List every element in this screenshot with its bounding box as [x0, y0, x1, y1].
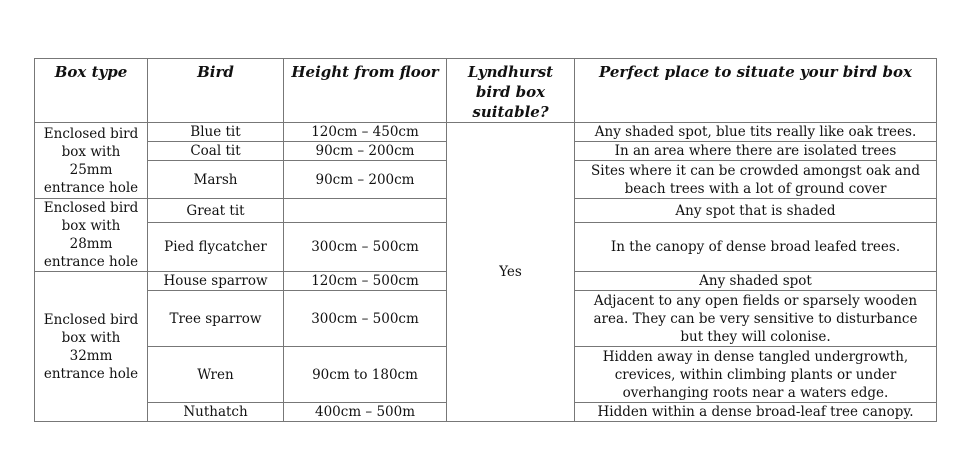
height-cell: 400cm – 500m — [284, 403, 447, 422]
header-row — [35, 59, 937, 123]
table-row — [35, 123, 937, 142]
bird-cell: Great tit — [148, 199, 284, 223]
header-box-type: Box type — [35, 59, 148, 123]
bird-cell: Blue tit — [148, 123, 284, 142]
place-cell: Hidden within a dense broad-leaf tree canopy. — [575, 403, 937, 422]
bird-cell: Nuthatch — [148, 403, 284, 422]
bird-cell: Wren — [148, 347, 284, 403]
place-cell: Any shaded spot, blue tits really like oak trees. — [575, 123, 937, 142]
bird-cell: Marsh — [148, 161, 284, 199]
bird-cell: House sparrow — [148, 272, 284, 291]
place-cell: Hidden away in dense tangled undergrowth, crevices, within climbing plants or under overhanging roots near a waters edge. — [575, 347, 937, 403]
bird-cell: Coal tit — [148, 142, 284, 161]
header-place: Perfect place to situate your bird box — [575, 59, 937, 123]
height-cell — [284, 199, 447, 223]
bird-cell: Pied flycatcher — [148, 223, 284, 272]
box-type-28mm: Enclosed bird box with 28mm entrance hole — [35, 199, 148, 272]
place-cell: In the canopy of dense broad leafed trees. — [575, 223, 937, 272]
header-bird: Bird — [148, 59, 284, 123]
place-cell: Adjacent to any open fields or sparsely wooden area. They can be very sensitive to disturbance but they will colonise. — [575, 291, 937, 347]
header-suitable: Lyndhurst bird box suitable? — [447, 59, 575, 123]
height-cell: 120cm – 450cm — [284, 123, 447, 142]
height-cell: 120cm – 500cm — [284, 272, 447, 291]
place-cell: Any shaded spot — [575, 272, 937, 291]
header-height: Height from floor — [284, 59, 447, 123]
height-cell: 90cm – 200cm — [284, 161, 447, 199]
place-cell: In an area where there are isolated trees — [575, 142, 937, 161]
suitable-cell: Yes — [447, 123, 575, 422]
box-type-32mm: Enclosed bird box with 32mm entrance hole — [35, 272, 148, 422]
place-cell: Any spot that is shaded — [575, 199, 937, 223]
box-type-25mm: Enclosed bird box with 25mm entrance hole — [35, 123, 148, 199]
height-cell: 90cm to 180cm — [284, 347, 447, 403]
bird-cell: Tree sparrow — [148, 291, 284, 347]
bird-box-table — [34, 58, 937, 422]
height-cell: 300cm – 500cm — [284, 223, 447, 272]
height-cell: 90cm – 200cm — [284, 142, 447, 161]
height-cell: 300cm – 500cm — [284, 291, 447, 347]
place-cell: Sites where it can be crowded amongst oak and beach trees with a lot of ground cover — [575, 161, 937, 199]
